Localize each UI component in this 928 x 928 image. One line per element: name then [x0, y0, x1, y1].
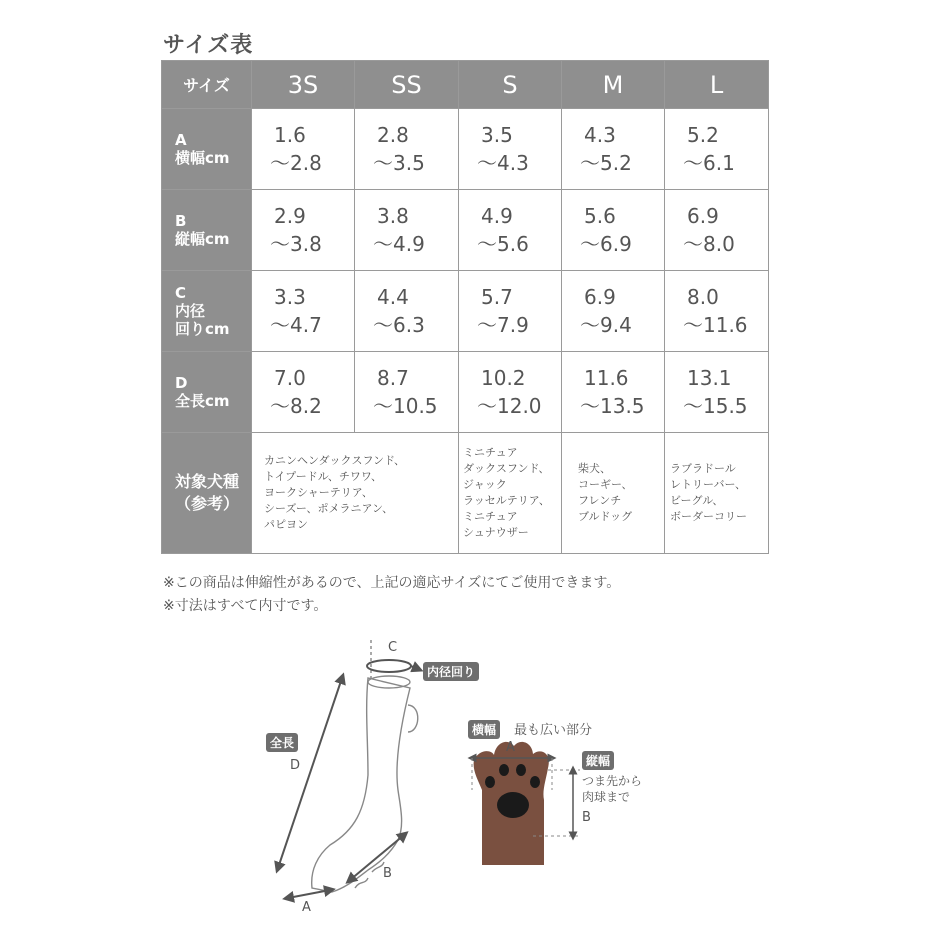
paw-illustration: [474, 742, 549, 865]
row-name: 内径: [175, 302, 206, 320]
cell-c-s: 5.7 〜7.9: [459, 271, 562, 352]
measurement-diagram: [250, 630, 680, 920]
paw-b-letter: B: [582, 810, 591, 825]
c-measure: [367, 660, 418, 672]
cell-a-l: 5.2 〜6.1: [665, 109, 769, 190]
length-description-1: つま先から: [582, 774, 643, 788]
size-header-s: S: [459, 61, 562, 109]
cell-c-l: 8.0 〜11.6: [665, 271, 769, 352]
sock-outline: [312, 676, 418, 892]
row-d-total-length: [162, 352, 769, 433]
cell-d-3s: 7.0 〜8.2: [252, 352, 355, 433]
row-name: 全長cm: [175, 392, 230, 410]
breeds-s: ミニチュア ダックスフンド、 ジャック ラッセルテリア、 ミニチュア シュナウザー: [459, 433, 562, 554]
row-a-width: [162, 109, 769, 190]
row-letter: B: [175, 212, 187, 230]
row-c-circumference: [162, 271, 769, 352]
breeds-head: 対象犬種: [175, 472, 240, 491]
breeds-m: 柴犬、 コーギー、 フレンチ ブルドッグ: [562, 433, 665, 554]
a-arrow: [288, 890, 330, 898]
cell-b-s: 4.9 〜5.6: [459, 190, 562, 271]
row-name: 縦幅cm: [175, 230, 230, 248]
d-arrow: [278, 678, 342, 868]
paw-a-letter: A: [506, 740, 515, 755]
row-header-c: [162, 271, 252, 352]
row-name: 横幅cm: [175, 149, 230, 167]
row-b-length: [162, 190, 769, 271]
size-header-label: サイズ: [162, 61, 252, 109]
size-header-3s: 3S: [252, 61, 355, 109]
size-header-l: L: [665, 61, 769, 109]
cell-d-l: 13.1 〜15.5: [665, 352, 769, 433]
page-title: サイズ表: [163, 33, 254, 58]
cell-a-3s: 1.6 〜2.8: [252, 109, 355, 190]
cell-d-s: 10.2 〜12.0: [459, 352, 562, 433]
size-header-row: [162, 61, 769, 109]
sock-c-letter: C: [388, 640, 398, 655]
cell-d-ss: 8.7 〜10.5: [355, 352, 459, 433]
breeds-head-note: （参考）: [175, 494, 240, 513]
sock-a-letter: A: [302, 900, 311, 915]
cell-d-m: 11.6 〜13.5: [562, 352, 665, 433]
cell-b-3s: 2.9 〜3.8: [252, 190, 355, 271]
breeds-l: ラブラドール レトリーバー、 ビーグル、 ボーダーコリー: [665, 433, 769, 554]
size-header-m: M: [562, 61, 665, 109]
row-header-a: [162, 109, 252, 190]
row-letter: D: [175, 374, 188, 392]
inner-circumference-tag: 内径回り: [423, 662, 479, 681]
row-header-d: [162, 352, 252, 433]
cell-b-m: 5.6 〜6.9: [562, 190, 665, 271]
note-inner-dimensions: ※寸法はすべて内寸です。: [163, 598, 328, 614]
row-header-b: [162, 190, 252, 271]
cell-c-3s: 3.3 〜4.7: [252, 271, 355, 352]
length-tag: 縦幅: [582, 751, 614, 770]
cell-b-ss: 3.8 〜4.9: [355, 190, 459, 271]
row-header-breeds: [162, 433, 252, 554]
row-letter: A: [175, 131, 187, 149]
note-stretch: ※この商品は伸縮性があるので、上記の適応サイズにてご使用できます。: [163, 575, 621, 591]
total-length-tag: 全長: [266, 733, 298, 752]
cell-a-ss: 2.8 〜3.5: [355, 109, 459, 190]
row-breeds: [162, 433, 769, 554]
row-letter: C: [175, 284, 187, 302]
width-tag: 横幅: [468, 720, 500, 739]
cell-a-s: 3.5 〜4.3: [459, 109, 562, 190]
cell-a-m: 4.3 〜5.2: [562, 109, 665, 190]
width-description: 最も広い部分: [514, 723, 593, 738]
breeds-3s-ss: カニンヘンダックスフンド、 トイプードル、チワワ、 ヨークシャーテリア、 シーズー、ポメラニアン、 パピヨン: [252, 433, 459, 554]
sock-b-letter: B: [383, 866, 392, 881]
length-description-2: 肉球まで: [582, 790, 631, 804]
cell-c-m: 6.9 〜9.4: [562, 271, 665, 352]
cell-c-ss: 4.4 〜6.3: [355, 271, 459, 352]
size-table: [161, 60, 769, 554]
sock-d-letter: D: [290, 758, 301, 773]
size-header-ss: SS: [355, 61, 459, 109]
row-name-2: 回りcm: [175, 320, 230, 338]
b-arrow: [350, 835, 404, 880]
cell-b-l: 6.9 〜8.0: [665, 190, 769, 271]
